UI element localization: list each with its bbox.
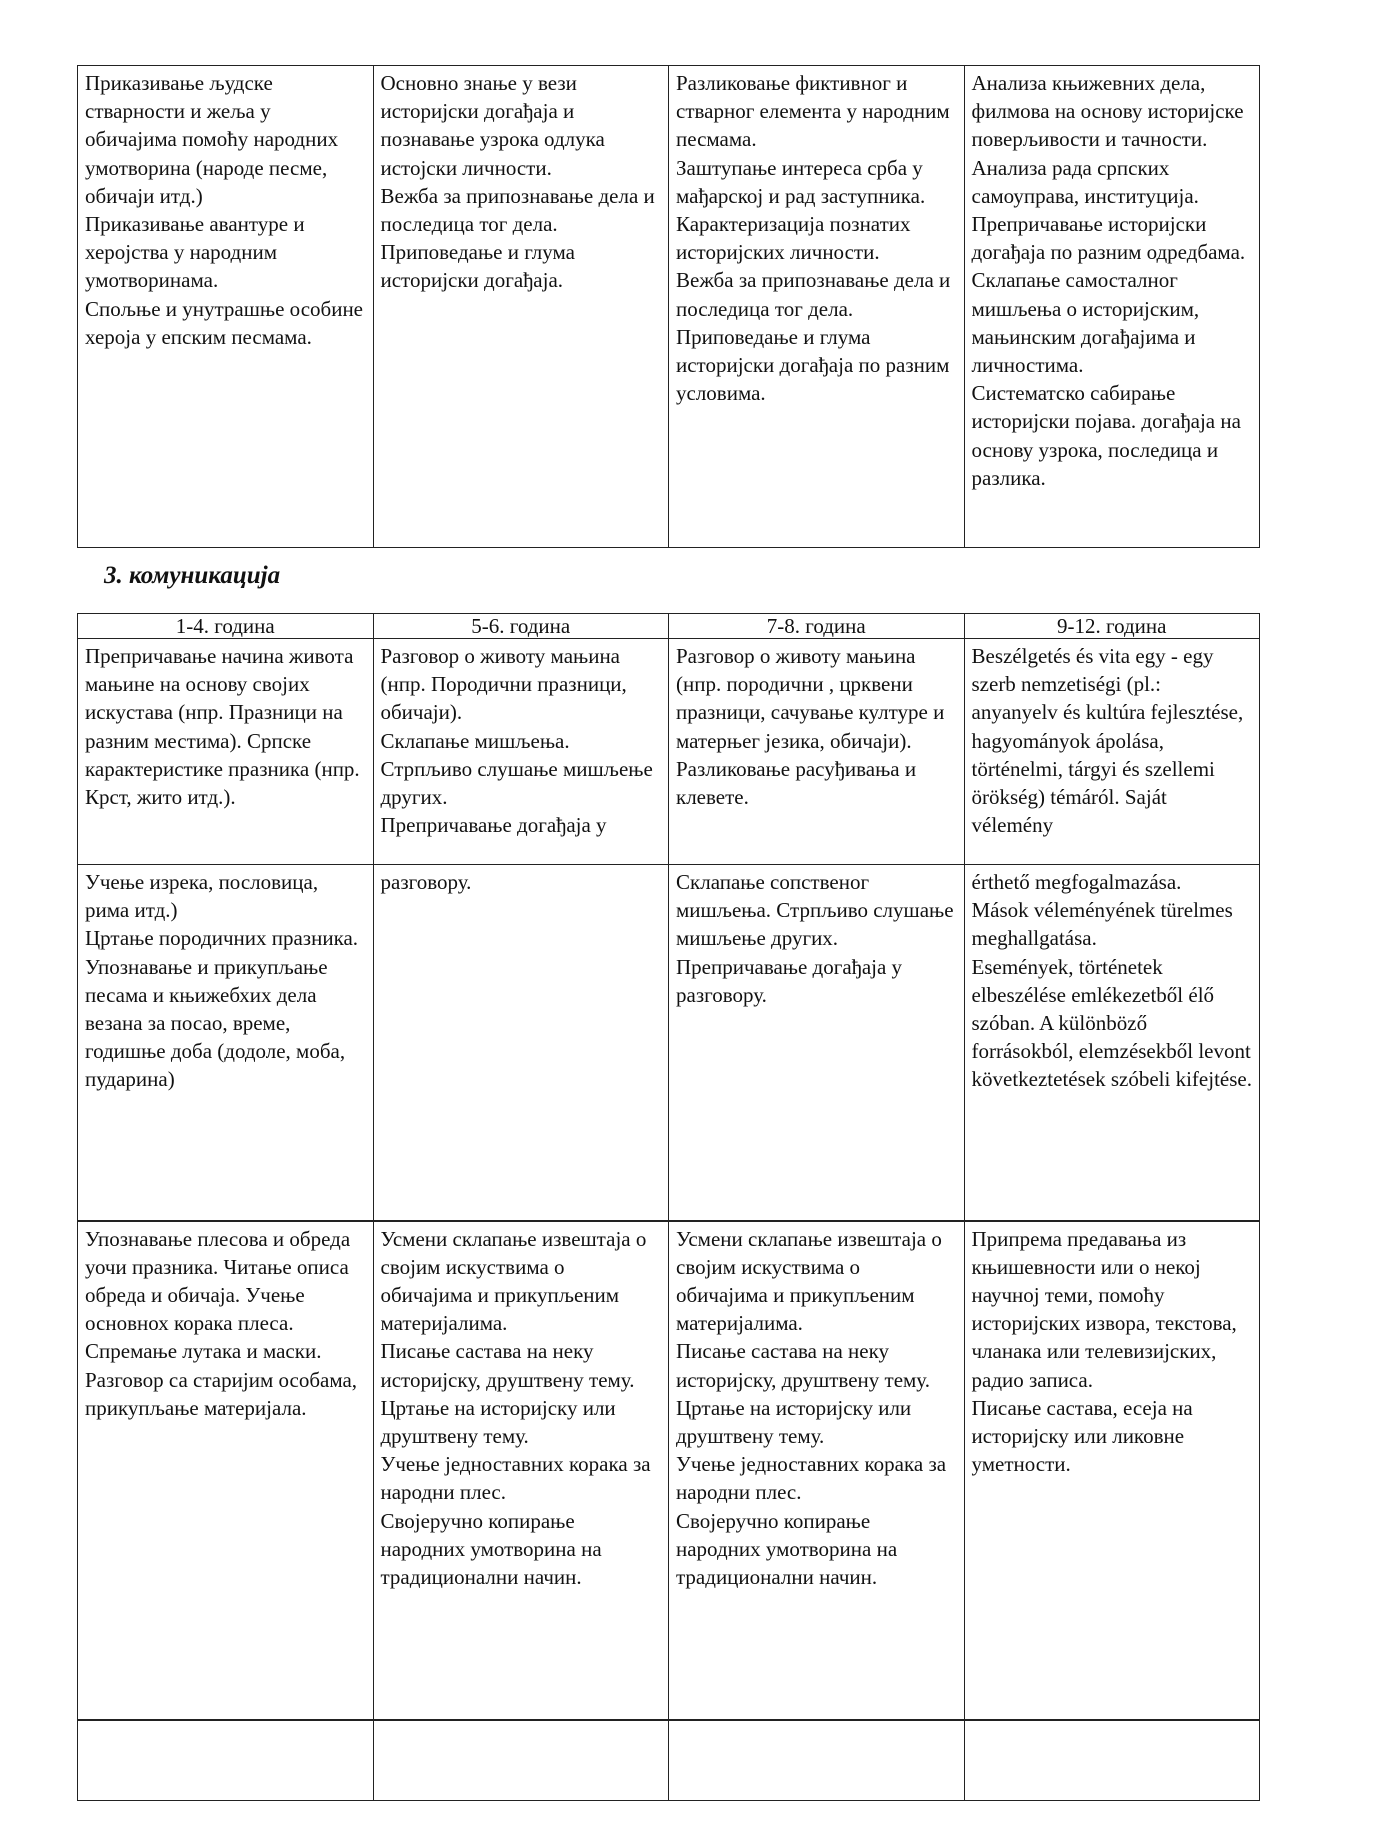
table-row xyxy=(78,1720,1260,1801)
table-cell: разговору. xyxy=(373,865,669,1221)
table-cell: Упознавање плесова и обреда уочи празника. Читање описа обреда и обичаја. Учење основнох корака плеса. Спремање лутака и маски. Разговор са старијим особама, прикупљање материјала. xyxy=(78,1221,374,1720)
table-row xyxy=(78,865,1260,1221)
column-header: 7-8. година xyxy=(669,614,965,639)
table-cell xyxy=(669,1720,965,1801)
table-header-row xyxy=(78,614,1260,639)
table-row xyxy=(78,1221,1260,1720)
table-cell: Приказивање људске стварности и жеља у обичајима помоћу народних умотворина (народе песме, обичаји итд.) Приказивање авантуре и херојства у народним умотворинама. Спољње и унутрашње особине хероја у епским песмама. xyxy=(78,66,374,548)
table-cell: Припрема предавања из књишевности или о некој научној теми, помоћу историјских извора, текстова, чланака или телевизијских, радио записа. Писање састава, есеја на историјску или ликовне уметности. xyxy=(964,1221,1260,1720)
section-title: 3. комуникација xyxy=(104,562,281,589)
table-cell: Анализа књижевних дела, филмова на основу историјске поверљивости и тачности. Анализа рада српских самоуправа, институција. Препричавање историјски догађаја по разним одредбама. Склапање самосталног мишљења о историјским, мањинским догађајима и личностима. Систематско сабирање историјски појава. догађаја на основу узрока, последица и разлика. xyxy=(964,66,1260,548)
table-cell: Разговор о животу мањина (нпр. породични , црквени празници, сачување културе и матерњег језика, обичаји). Разликовање расуђивања и клевете. xyxy=(669,639,965,865)
table-cell: Склапање сопственог мишљења. Стрпљиво слушање мишљење других. Препричавање догађаја у разговору. xyxy=(669,865,965,1221)
table-cell: Учење изрека, пословица, рима итд.) Цртање породичних празника. Упознавање и прикупљање песама и књижебхих дела везана за посао, време, годишње доба (додоле, моба, пударина) xyxy=(78,865,374,1221)
communication-table xyxy=(77,613,1260,1801)
table-row xyxy=(78,639,1260,865)
table-cell: érthető megfogalmazása. Mások véleményének türelmes meghallgatása. Események, történetek elbeszélése emlékezetből élő szóban. A különböző forrásokból, elemzésekből levont következtetések szóbeli kifejtése. xyxy=(964,865,1260,1221)
history-content-table xyxy=(77,65,1260,548)
table-cell: Основно знање у вези историјски догађаја и познавање узрока одлука истојски личности. Вежба за припознавање дела и последица тог дела. Приповедање и глума историјски догађаја. xyxy=(373,66,669,548)
table-cell: Разликовање фиктивног и стварног елемента у народним песмама. Заштупање интереса срба у мађарској и рад заступника. Карактеризација познатих историјских личности. Вежба за припознавање дела и последица тог дела. Приповедање и глума историјски догађаја по разним условима. xyxy=(669,66,965,548)
table-cell xyxy=(964,1720,1260,1801)
column-header: 5-6. година xyxy=(373,614,669,639)
table-cell xyxy=(373,1720,669,1801)
column-header: 1-4. година xyxy=(78,614,374,639)
table-cell: Усмени склапање извештаја о својим искуствима о обичајима и прикупљеним материјалима. Писање састава на неку историјску, друштвену тему. Цртање на историјску или друштвену тему. Учење једноставних корака за народни плес. Својеручно копирање народних умотворина на традиционални начин. xyxy=(373,1221,669,1720)
table-cell: Препричавање начина живота мањине на основу својих искустава (нпр. Празници на разним местима). Српске карактеристике празника (нпр. Крст, жито итд.). xyxy=(78,639,374,865)
table-cell: Разговор о животу мањина (нпр. Породични празници, обичаји). Склапање мишљења. Стрпљиво слушање мишљење других. Препричавање догађаја у xyxy=(373,639,669,865)
column-header: 9-12. година xyxy=(964,614,1260,639)
table-row xyxy=(78,66,1260,548)
table-cell: Усмени склапање извештаја о својим искуствима о обичајима и прикупљеним материјалима. Писање састава на неку историјску, друштвену тему. Цртање на историјску или друштвену тему. Учење једноставних корака за народни плес. Својеручно копирање народних умотворина на традиционални начин. xyxy=(669,1221,965,1720)
table-cell: Beszélgetés és vita egy - egy szerb nemzetiségi (pl.: anyanyelv és kultúra fejlesztése, hagyományok ápolása, történelmi, tárgyi és szellemi örökség) témáról. Saját vélemény xyxy=(964,639,1260,865)
table-cell xyxy=(78,1720,374,1801)
